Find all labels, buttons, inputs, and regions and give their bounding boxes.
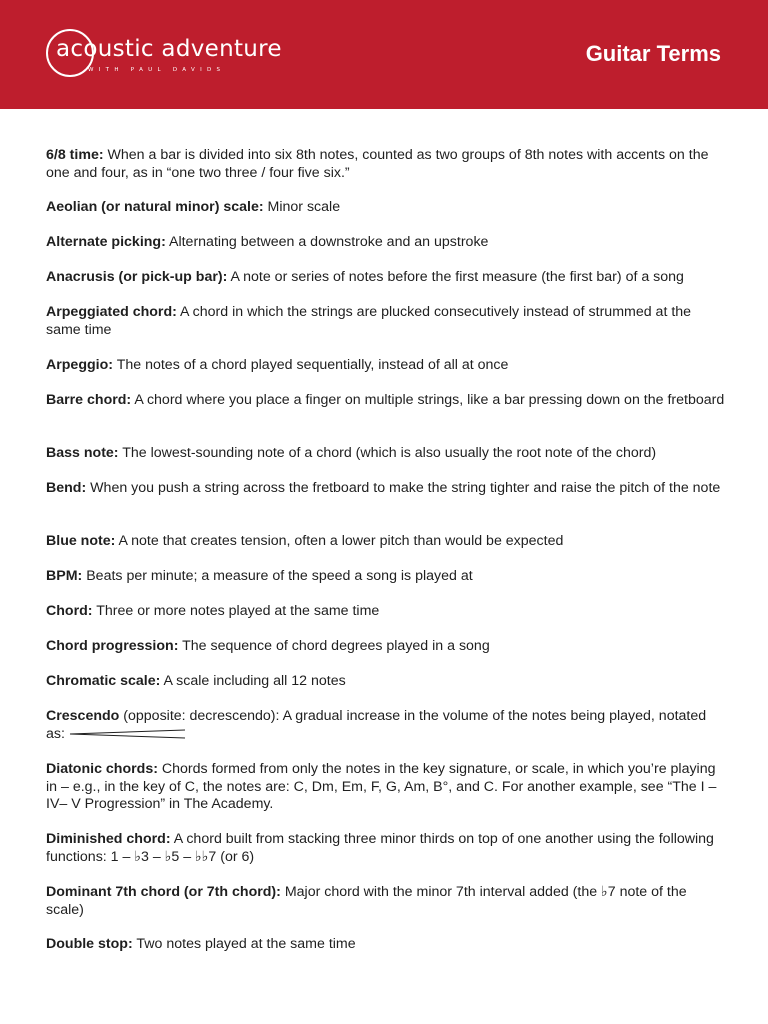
glossary-entry bbox=[46, 638, 726, 656]
entry-definition: A scale including all 12 notes bbox=[163, 673, 346, 689]
entry-term: Chord progression: bbox=[46, 638, 179, 654]
entry-definition: The lowest-sounding note of a chord (which is also usually the root note of the chord) bbox=[122, 445, 657, 461]
page-title: Guitar Terms bbox=[585, 41, 721, 66]
entry-term: Bend: bbox=[46, 480, 87, 496]
entry-term: BPM: bbox=[46, 568, 83, 584]
entry-definition: Three or more notes played at the same time bbox=[96, 603, 380, 619]
entry-definition: The sequence of chord degrees played in a song bbox=[182, 638, 490, 654]
entry-term: Barre chord: bbox=[46, 392, 132, 408]
glossary-entry bbox=[46, 673, 726, 691]
glossary-entry bbox=[46, 761, 726, 814]
entry-definition: A chord where you place a finger on multiple strings, like a bar pressing down on the fretboard bbox=[134, 392, 725, 408]
entry-term: 6/8 time: bbox=[46, 147, 104, 163]
glossary-entry bbox=[46, 884, 726, 919]
entry-term: Chord: bbox=[46, 603, 93, 619]
entry-definition: The notes of a chord played sequentially, instead of all at once bbox=[116, 357, 509, 373]
entry-term: Chromatic scale: bbox=[46, 673, 161, 689]
entry-term: Crescendo bbox=[46, 708, 120, 724]
glossary-entry bbox=[46, 445, 726, 463]
glossary-entry bbox=[46, 304, 726, 339]
entry-term: Arpeggiated chord: bbox=[46, 304, 177, 320]
entry-term: Alternate picking: bbox=[46, 234, 166, 250]
glossary-entry bbox=[46, 199, 726, 217]
glossary-entry bbox=[46, 936, 726, 954]
logo bbox=[46, 29, 306, 81]
glossary-entry bbox=[46, 147, 726, 182]
glossary-entry bbox=[46, 533, 726, 551]
logo-subtext: WITH PAUL DAVIDS bbox=[88, 67, 226, 73]
entry-term: Bass note: bbox=[46, 445, 119, 461]
entry-definition: When you push a string across the fretboard to make the string tighter and raise the pitch of the note bbox=[90, 480, 721, 496]
entry-term: Double stop: bbox=[46, 936, 133, 952]
entry-definition: Major chord with the minor 7th interval added (the ♭7 note of the scale) bbox=[46, 884, 687, 918]
glossary-entry bbox=[46, 392, 726, 410]
entry-definition: (opposite: decrescendo): A gradual increase in the volume of the notes being played, notated as: bbox=[46, 708, 707, 742]
glossary-entry bbox=[46, 480, 726, 498]
crescendo-symbol-icon bbox=[69, 729, 187, 739]
glossary-entry bbox=[46, 357, 726, 375]
logo-text: acoustic adventure bbox=[56, 36, 282, 62]
page-header bbox=[0, 0, 768, 109]
entry-term: Arpeggio: bbox=[46, 357, 113, 373]
glossary-entry bbox=[46, 269, 726, 287]
glossary-entry bbox=[46, 708, 726, 743]
entry-definition: Minor scale bbox=[267, 199, 341, 215]
entry-definition: A note that creates tension, often a lower pitch than would be expected bbox=[118, 533, 564, 549]
entry-definition: Beats per minute; a measure of the speed a song is played at bbox=[86, 568, 473, 584]
entry-definition: A chord in which the strings are plucked consecutively instead of strummed at the same time bbox=[46, 304, 692, 338]
entry-term: Aeolian (or natural minor) scale: bbox=[46, 199, 264, 215]
entry-term: Dominant 7th chord (or 7th chord): bbox=[46, 884, 281, 900]
entry-definition: A note or series of notes before the first measure (the first bar) of a song bbox=[230, 269, 684, 285]
entry-term: Diatonic chords: bbox=[46, 761, 158, 777]
entry-definition: Two notes played at the same time bbox=[136, 936, 356, 952]
glossary-entry bbox=[46, 568, 726, 586]
entry-term: Anacrusis (or pick-up bar): bbox=[46, 269, 228, 285]
entry-definition: Alternating between a downstroke and an upstroke bbox=[169, 234, 489, 250]
glossary-entry bbox=[46, 603, 726, 621]
entry-term: Diminished chord: bbox=[46, 831, 171, 847]
entry-term: Blue note: bbox=[46, 533, 116, 549]
glossary-entry bbox=[46, 831, 726, 866]
entry-definition: A chord built from stacking three minor thirds on top of one another using the following functions: 1 – ♭3 – ♭5 – ♭♭7 (or 6) bbox=[46, 831, 714, 865]
entry-definition: When a bar is divided into six 8th notes, counted as two groups of 8th notes with accents on the one and four, as in “one two three / four five six.” bbox=[46, 147, 709, 181]
entry-definition: Chords formed from only the notes in the key signature, or scale, in which you’re playing in – e.g., in the key of C, the notes are: C, Dm, Em, F, G, Am, B°, and C. For another example, see “The I – IV– V Progression” in The Academy. bbox=[46, 761, 717, 812]
glossary-entry bbox=[46, 234, 726, 252]
